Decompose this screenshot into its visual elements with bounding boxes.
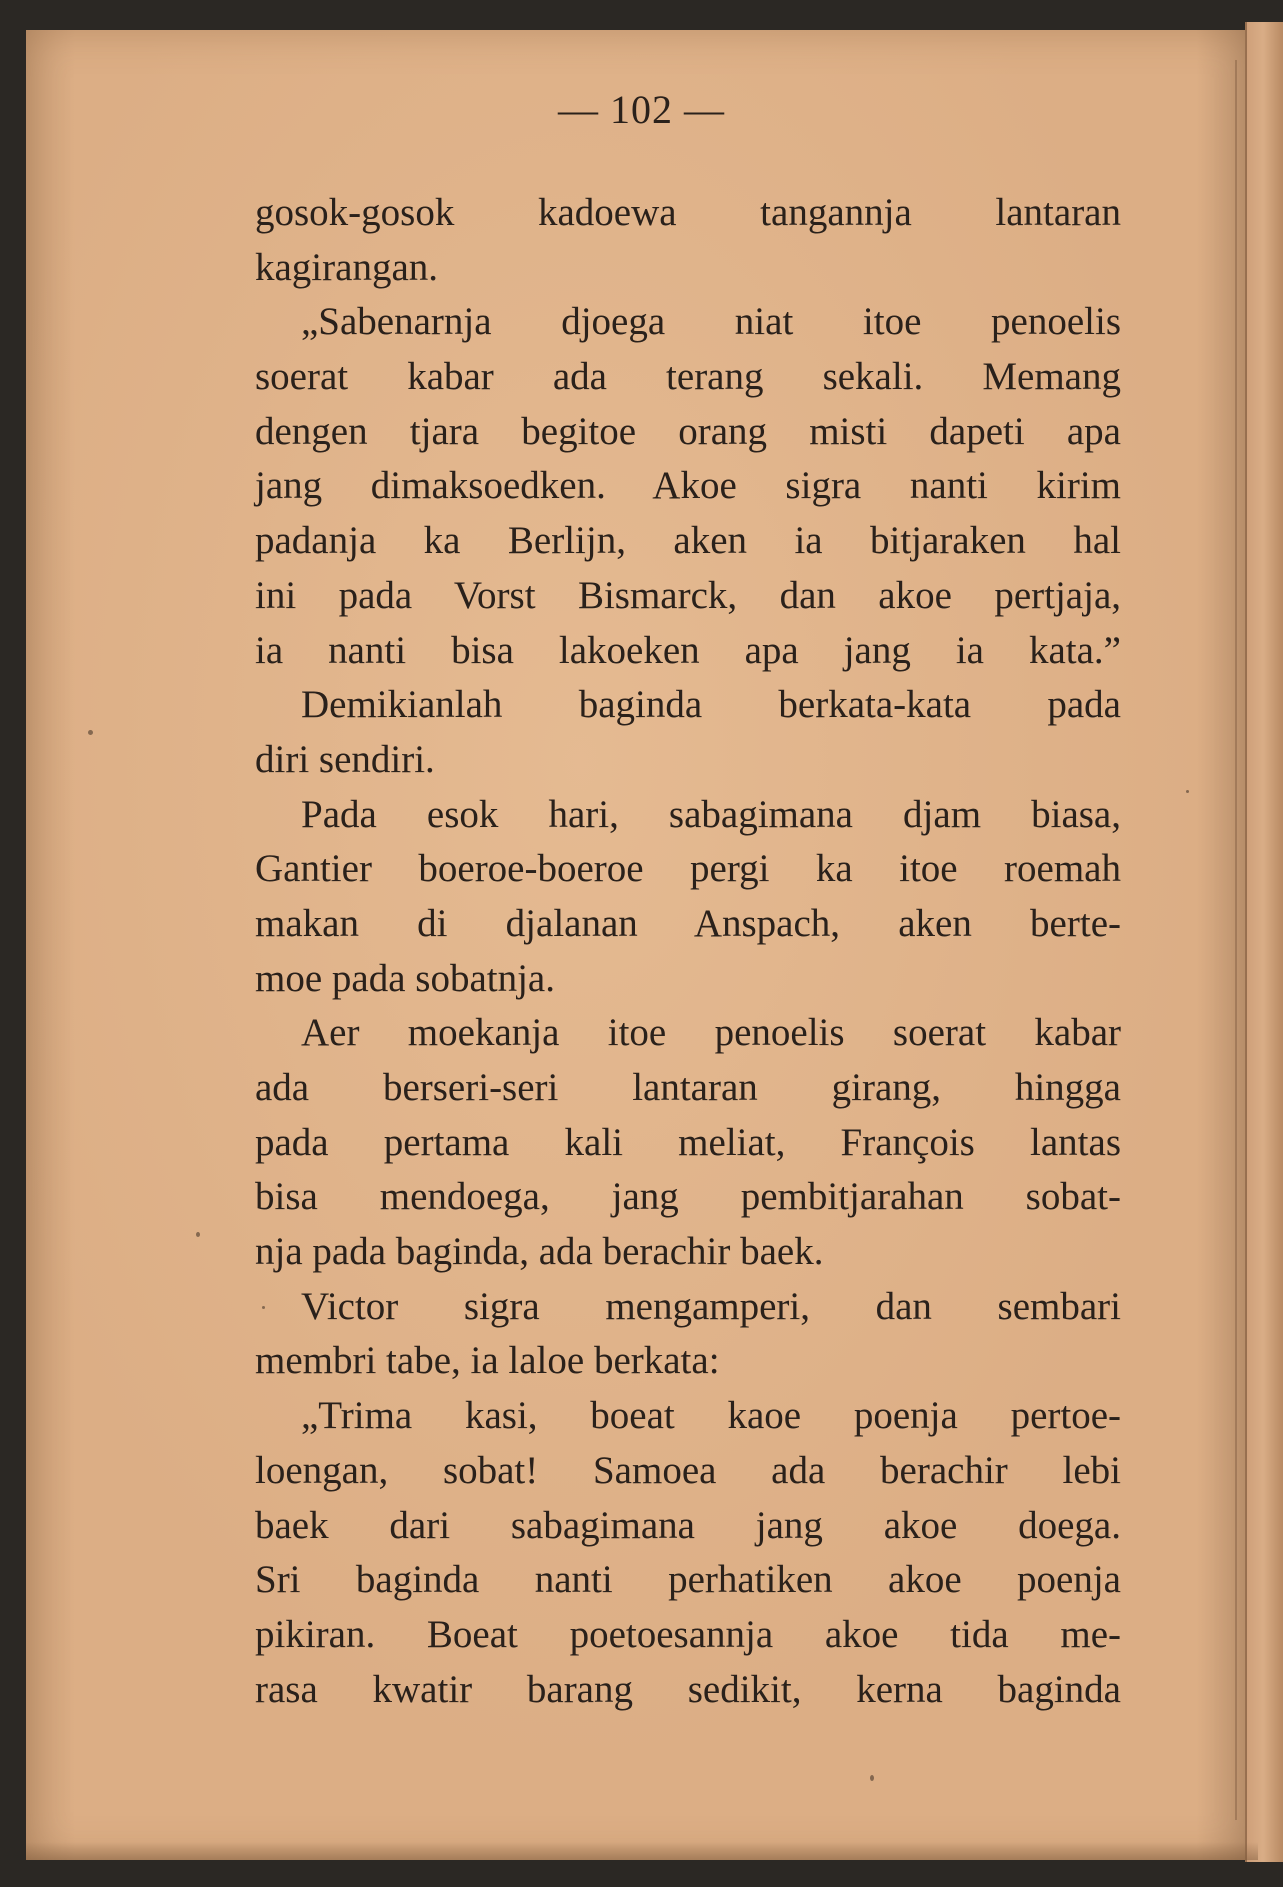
text-line: Aer moekanja itoe penoelis soerat kabar (301, 1011, 1121, 1055)
paper-speck (1186, 790, 1189, 793)
text-line: nja pada baginda, ada berachir baek. (255, 1230, 824, 1274)
text-line: ada berseri-seri lantaran girang, hingga (255, 1066, 1121, 1109)
text-line: ini pada Vorst Bismarck, dan akoe pertjaja, (255, 573, 1121, 617)
text-line: membri tabe, ia laloe berkata: (255, 1339, 720, 1383)
paper-speck (88, 730, 93, 735)
text-line: „Sabenarnja djoega niat itoe penoelis (301, 300, 1121, 344)
text-line: Gantier boeroe-boeroe pergi ka itoe roemah (255, 847, 1121, 891)
text-line: „Trima kasi, boeat kaoe poenja pertoe- (301, 1394, 1121, 1438)
text-line: Sri baginda nanti perhatiken akoe poenja (255, 1558, 1121, 1602)
paper-speck (196, 1232, 200, 1237)
page-number: — 102 — (558, 87, 725, 132)
adjacent-page-edge (1245, 22, 1283, 1862)
text-line: gosok-gosok kadoewa tangannja lantaran (255, 191, 1121, 234)
text-line: jang dimaksoedken. Akoe sigra nanti kirim (255, 464, 1121, 508)
text-line: pada pertama kali meliat, François lantas (255, 1120, 1121, 1164)
text-line: dengen tjara begitoe orang misti dapeti apa (255, 409, 1121, 453)
text-line: rasa kwatir barang sedikit, kerna baginda (255, 1667, 1121, 1711)
text-line: baek dari sabagimana jang akoe doega. (255, 1503, 1121, 1547)
text-line: ia nanti bisa lakoeken apa jang ia kata.” (255, 628, 1121, 672)
text-line: loengan, sobat! Samoea ada berachir lebi (255, 1448, 1121, 1492)
text-line: Pada esok hari, sabagimana djam biasa, (301, 792, 1121, 836)
text-line: padanja ka Berlijn, aken ia bitjaraken hal (255, 519, 1121, 563)
text-line: pikiran. Boeat poetoesannja akoe tida me- (255, 1612, 1121, 1656)
page-bottom-shadow (26, 1842, 1258, 1860)
text-line: makan di djalanan Anspach, aken berte- (255, 901, 1121, 945)
text-line: bisa mendoega, jang pembitjarahan sobat- (255, 1175, 1121, 1219)
text-line: moe pada sobatnja. (255, 956, 555, 1000)
page-crease (1235, 60, 1237, 1820)
text-line: Demikianlah baginda berkata-kata pada (301, 683, 1121, 727)
body-text (255, 186, 1121, 1717)
text-line: Victor sigra mengamperi, dan sembari (301, 1284, 1121, 1328)
text-line: kagirangan. (255, 245, 439, 289)
paper-speck (870, 1775, 874, 1781)
text-line: diri sendiri. (255, 737, 435, 781)
text-line: soerat kabar ada terang sekali. Memang (255, 355, 1121, 399)
